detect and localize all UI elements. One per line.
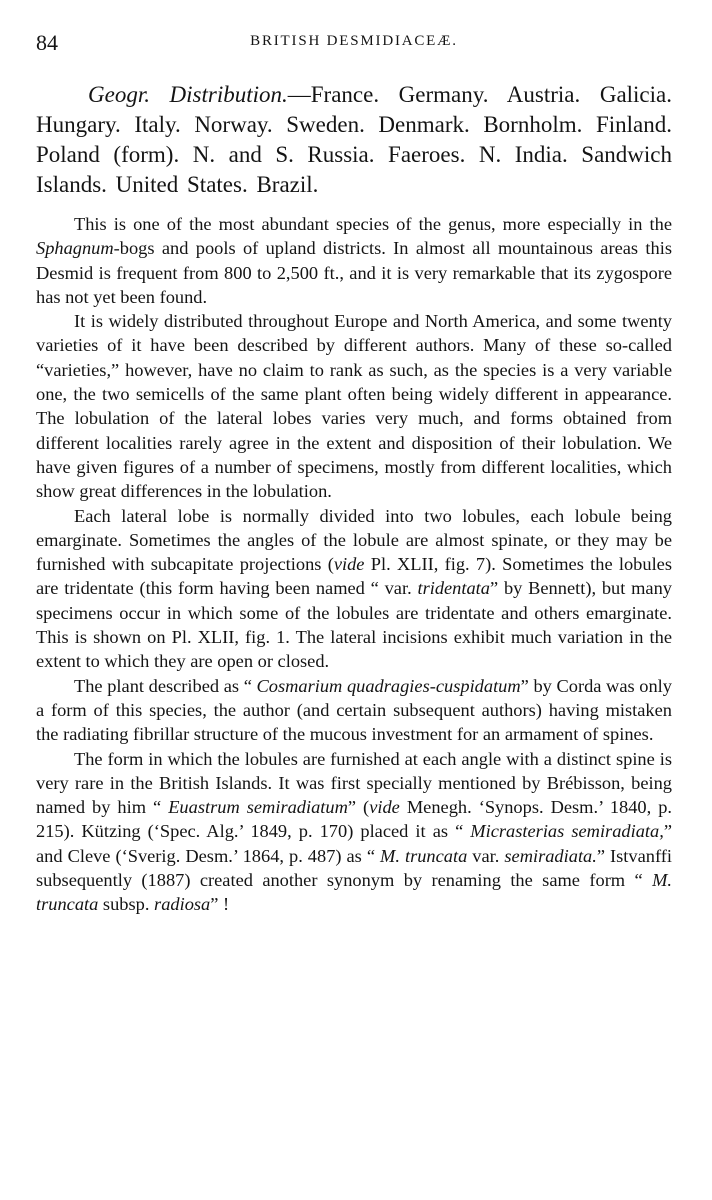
italic-run: Euastrum semiradiatum — [168, 797, 348, 818]
italic-run: M. truncata — [380, 845, 468, 866]
paragraph-4 — [36, 674, 672, 747]
page-number: 84 — [36, 30, 58, 55]
paragraph-1 — [36, 212, 672, 309]
text-run: The plant described as “ — [74, 675, 257, 696]
paragraph-5 — [36, 747, 672, 917]
text-run: var. — [467, 845, 505, 866]
text-run: This is one of the most abundant species of the genus, more especially in the — [74, 214, 672, 234]
italic-run: vide — [369, 797, 400, 818]
body-text — [36, 212, 672, 917]
text-run: ” by Corda was only a form of this species, the author (and certain subsequent authors) having mistaken the radiating fibrillar structure of the mucous investment for an armament of spines. — [36, 675, 672, 745]
text-run: ” Istvanffi subsequently (1887) created another synonym by renaming the same form “ — [36, 845, 672, 891]
paragraph-2 — [36, 309, 672, 503]
running-head: BRITISH DESMIDIACEÆ. — [250, 33, 458, 49]
book-page — [36, 22, 672, 917]
text-run: subsp. — [98, 894, 155, 915]
text-run: ” ( — [347, 797, 370, 818]
italic-run: M. truncata — [36, 870, 672, 915]
text-run: The form in which the lobules are furnished at each angle with a distinct spine is very rare in the British Islands. It was first specially mentioned by Brébisson, being named by him “ — [36, 748, 672, 818]
text-run: ” and Cleve (‘Sverig. Desm.’ 1864, p. 487) as “ — [36, 821, 672, 866]
italic-run: Micrasterias semiradiata, — [470, 821, 664, 842]
italic-run: Cosmarium quadragies-cuspidatum — [256, 675, 521, 696]
page-header — [36, 22, 672, 62]
distribution-label: Geogr. Distribution. — [88, 82, 288, 107]
text-run: It is widely distributed throughout Europe and North America, and some twenty varieties of it have been described by different authors. Many of these so-called “varieties,” however, have no claim to rank as such, as the species is a very variable one, the two semicells of the same plant often being widely different in appearance. The lobulation of the lateral lobes varies very much, and forms obtained from different localities rarely agree in the extent and disposition of their lobulation. We have given figures of a number of specimens, mostly from different localities, which show great differences in the lobulation. — [36, 311, 672, 502]
text-run: -bogs and pools of upland districts. In almost all mountainous areas this Desmid is frequent from 800 to 2,500 ft., and it is very remarkable that its zygospore has not yet been found. — [36, 238, 672, 307]
italic-run: vide — [333, 554, 365, 575]
paragraph-3 — [36, 504, 672, 674]
geographic-distribution — [36, 80, 672, 200]
distribution-text: —France. Germany. Austria. Galicia. Hungary. Italy. Norway. Sweden. Denmark. Bornholm. Finland. Poland (form). N. and S. Russia. Faeroes. N. India. Sandwich Islands. United States. Brazil. — [36, 82, 672, 197]
italic-run: semiradiata. — [504, 845, 597, 866]
text-run: ” ! — [210, 894, 230, 915]
italic-run: Sphagnum — [36, 238, 114, 259]
text-run: ” by Bennett), but many specimens occur in which some of the lobules are tridentate and others emarginate. This is shown on Pl. XLII, fig. 1. The lateral incisions exhibit much variation in the extent to which they are open or closed. — [36, 578, 672, 672]
italic-run: radiosa — [154, 894, 211, 915]
text-run: Each lateral lobe is normally divided into two lobules, each lobule being emarginate. Sometimes the angles of the lobule are almost spinate, or they may be furnished with subcapitate projections ( — [36, 505, 672, 575]
italic-run: tridentata — [417, 578, 490, 599]
text-run: Pl. XLII, fig. 7). Sometimes the lobules are tridentate (this form having been named “ var. — [36, 554, 673, 599]
text-run: Menegh. ‘Synops. Desm.’ 1840, p. 215). Kützing (‘Spec. Alg.’ 1849, p. 170) placed it as “ — [36, 797, 673, 842]
